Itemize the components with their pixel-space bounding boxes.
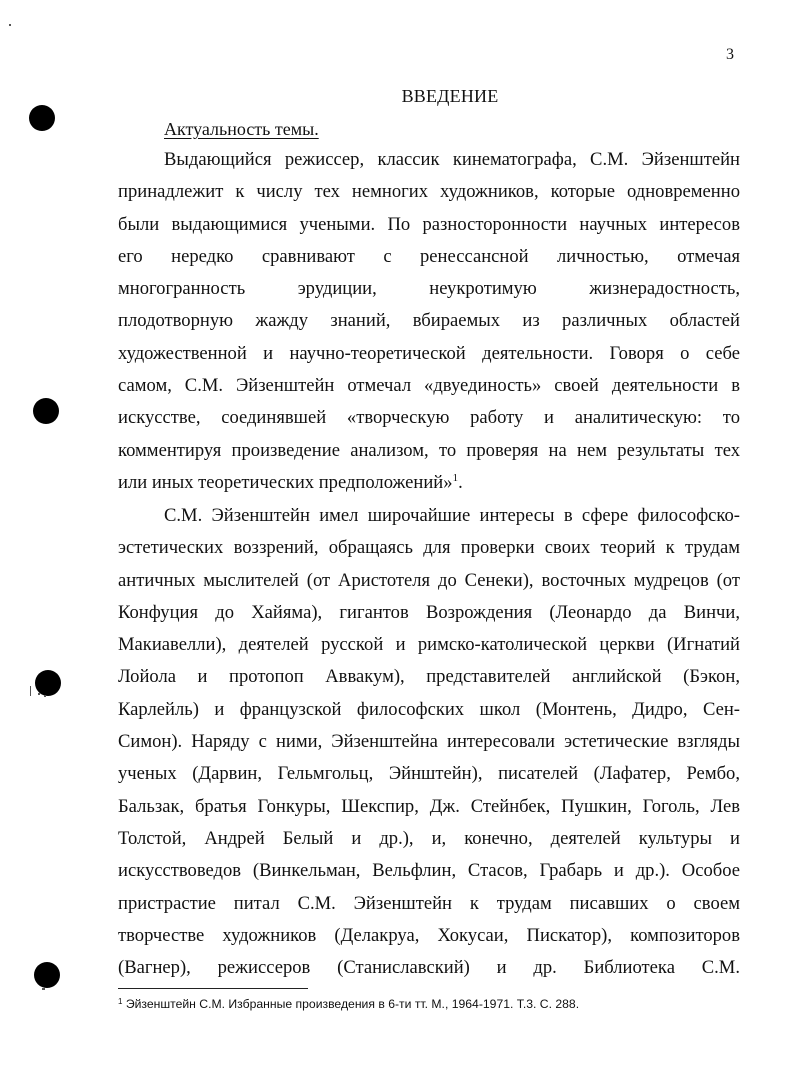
scan-speck — [44, 695, 46, 697]
punch-hole-2 — [33, 398, 59, 424]
text-line: (Вагнер), режиссеров (Станиславский) и др. Библиотека С.М. — [118, 957, 740, 979]
text-line: искусствоведов (Винкельман, Вельфлин, Стасов, Грабарь и др.). Особое — [118, 860, 740, 882]
text-line: художественной и научно-теоретической деятельности. Говоря о себе — [118, 342, 740, 364]
text-line: многогранность эрудиции, неукротимую жизнерадостность, — [118, 278, 740, 300]
trailing-punctuation: . — [458, 471, 463, 493]
text-line: творчестве художников (Делакруа, Хокусаи, Пискатор), композиторов — [118, 924, 740, 946]
punch-hole-4 — [34, 962, 60, 988]
scan-speck — [38, 693, 40, 695]
text-line: Карлейль) и французской философских школ (Монтень, Дидро, Сен- — [118, 698, 740, 720]
punch-hole-1 — [29, 105, 55, 131]
paragraph-1 — [118, 144, 740, 499]
text-line: искусстве, соединявшей «творческую работу и аналитическую: то — [118, 407, 740, 429]
footnote-reference[interactable]: 1 — [452, 471, 459, 484]
footnote-text: Эйзенштейн С.М. Избранные произведения в 6-ти тт. М., 1964-1971. Т.3. С. 288. — [125, 997, 580, 1011]
text-line: эстетических воззрений, обращаясь для проверки своих теорий к трудам — [118, 537, 740, 559]
scan-speck — [9, 24, 11, 26]
subsection-heading: Актуальность темы. — [164, 119, 319, 139]
text-line: Симон). Наряду с ними, Эйзенштейна интересовали эстетические взгляды — [118, 731, 740, 753]
scan-speck — [42, 988, 45, 990]
footnote-separator — [118, 988, 308, 989]
text-line: Бальзак, братья Гонкуры, Шекспир, Дж. Стейнбек, Пушкин, Гоголь, Лев — [118, 795, 740, 817]
text-line: ученых (Дарвин, Гельмгольц, Эйнштейн), писателей (Лафатер, Рембо, — [118, 763, 740, 785]
scan-speck — [30, 686, 31, 696]
text-line: Выдающийся режиссер, классик кинематографа, С.М. Эйзенштейн — [164, 149, 740, 170]
text-line: были выдающимися учеными. По разносторонности научных интересов — [118, 213, 740, 235]
footnote-marker: 1 — [118, 997, 123, 1006]
text-line: принадлежит к числу тех немногих художников, которые одновременно — [118, 181, 740, 203]
text-line: плодотворную жажду знаний, вбираемых из различных областей — [118, 310, 740, 332]
page-number: 3 — [726, 46, 734, 63]
paragraph-2 — [118, 500, 740, 984]
text-line: пристрастие питал С.М. Эйзенштейн к трудам писавших о своем — [118, 892, 740, 914]
text-line: С.М. Эйзенштейн имел широчайшие интересы в сфере философско- — [164, 505, 740, 526]
text-line-last — [118, 467, 740, 499]
text-line: Макиавелли), деятелей русской и римско-католической церкви (Игнатий — [118, 634, 740, 656]
text-line: Толстой, Андрей Белый и др.), и, конечно, деятелей культуры и — [118, 827, 740, 849]
text-line: античных мыслителей (от Аристотеля до Сенеки), восточных мудрецов (от — [118, 569, 740, 591]
text-line: самом, С.М. Эйзенштейн отмечал «двуединость» своей деятельности в — [118, 375, 740, 397]
text-line: Конфуция до Хайяма), гигантов Возрождения (Леонардо да Винчи, — [118, 601, 740, 623]
section-heading: ВВЕДЕНИЕ — [401, 86, 499, 106]
text-line: его нередко сравнивают с ренессансной личностью, отмечая — [118, 245, 740, 267]
text-line: комментируя произведение анализом, то проверяя на нем результаты тех — [118, 439, 740, 461]
footnote — [118, 997, 579, 1011]
text-line-content: или иных теоретических предположений» — [118, 471, 453, 493]
text-line: Лойола и протопоп Аввакум), представителей английской (Бэкон, — [118, 666, 740, 688]
